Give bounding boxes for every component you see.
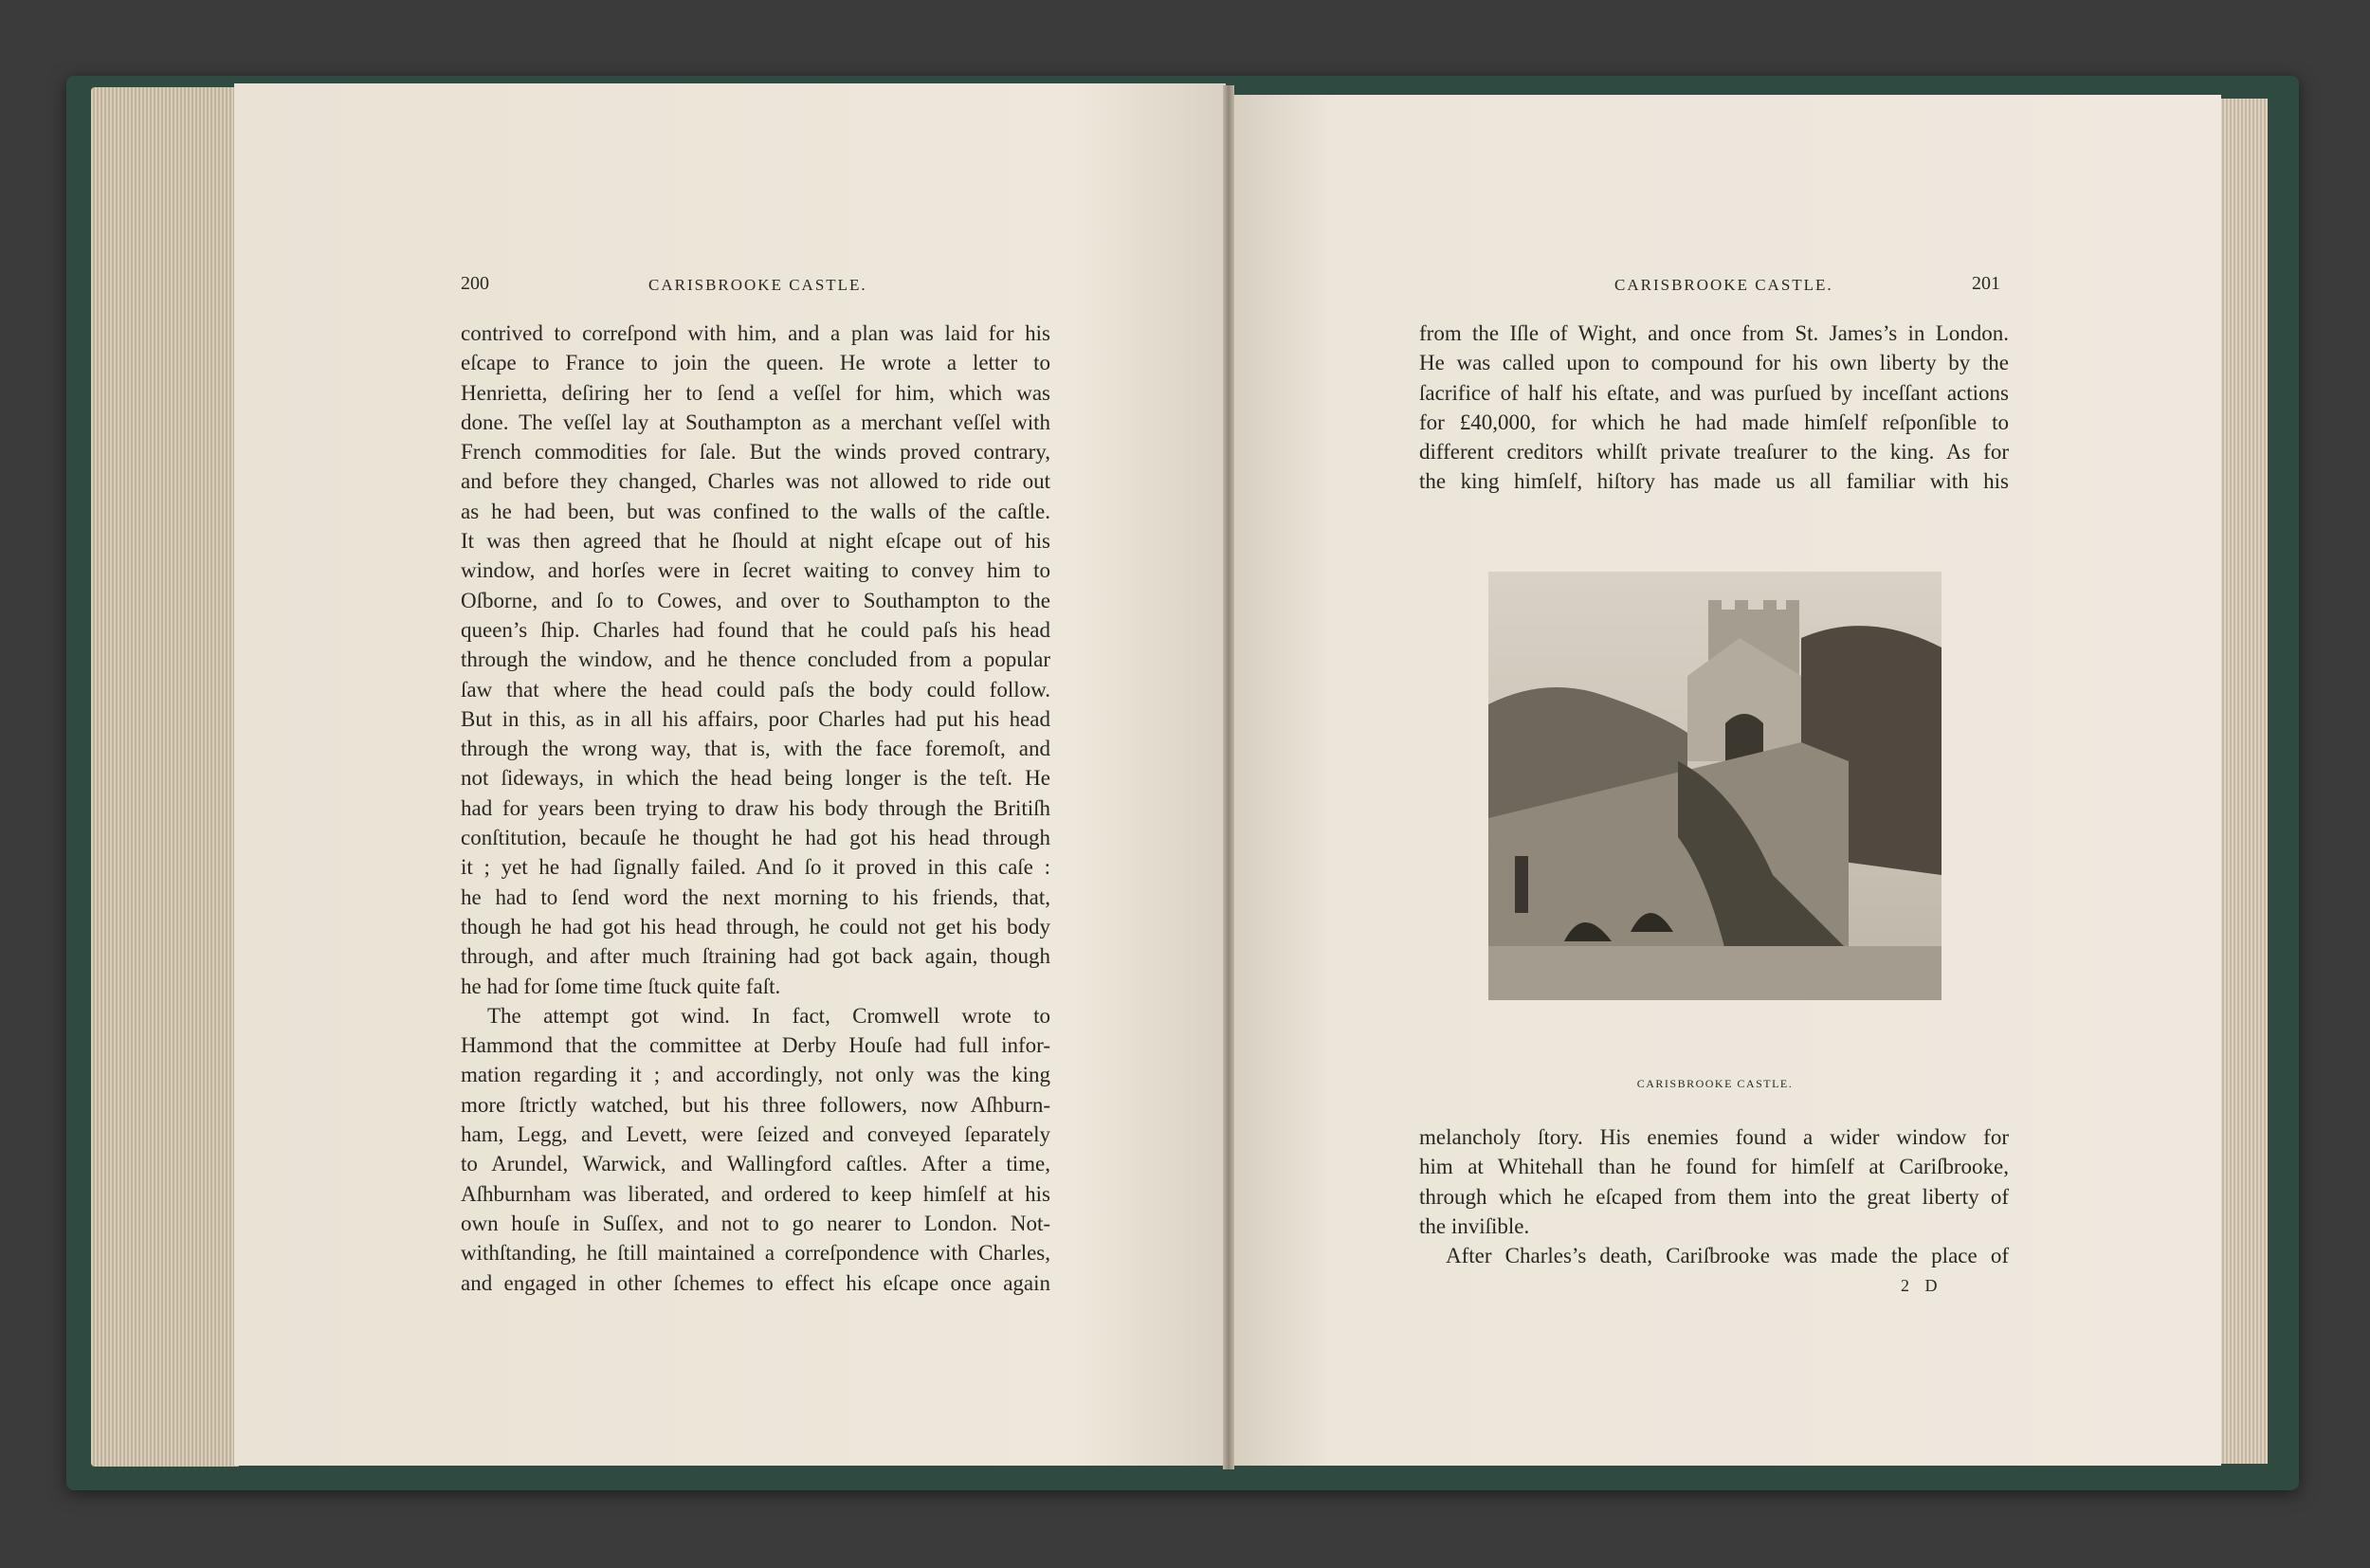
text-line: window, and horſes were in ſecret waiting to convey him to — [461, 558, 1050, 583]
page-number-left: 200 — [461, 273, 489, 294]
text-line: more ſtrictly watched, but his three followers, now Aſhburn- — [461, 1092, 1050, 1117]
castle-photograph — [1488, 572, 1942, 1000]
page-edges-right — [2216, 99, 2268, 1464]
text-line: eſcape to France to join the queen. He wrote a letter to — [461, 351, 1050, 375]
text-line: withſtanding, he ſtill maintained a correſpondence with Charles, — [461, 1241, 1050, 1266]
text-line: ſaw that where the head could paſs the body could follow. — [461, 677, 1050, 702]
page-number-right: 201 — [1972, 273, 2000, 294]
text-line: him at Whitehall than he found for himſelf at Cariſbrooke, — [1419, 1155, 2009, 1179]
text-line: Oſborne, and ſo to Cowes, and over to Southampton to the — [461, 588, 1050, 612]
text-line: and before they changed, Charles was not allowed to ride out — [461, 469, 1050, 494]
text-line: Aſhburnham was liberated, and ordered to keep himſelf at his — [461, 1181, 1050, 1206]
text-line: own houſe in Suſſex, and not to go nearer to London. Not- — [461, 1211, 1050, 1235]
text-line: had for years been trying to draw his body through the Britiſh — [461, 795, 1050, 820]
text-line: Hammond that the committee at Derby Houſe had full infor- — [461, 1033, 1050, 1058]
text-line: The attempt got wind. In fact, Cromwell wrote to — [487, 1003, 1050, 1028]
text-line: to Arundel, Warwick, and Wallingford caſtles. After a time, — [461, 1152, 1050, 1176]
text-line: done. The veſſel lay at Southampton as a merchant veſſel with — [461, 410, 1050, 434]
text-line: the inviſible. — [1419, 1213, 1530, 1238]
text-line: through, and after much ſtraining had got back again, though — [461, 944, 1050, 969]
text-line: French commodities for ſale. But the winds proved contrary, — [461, 440, 1050, 465]
text-line: through the wrong way, that is, with the face foremoſt, and — [461, 737, 1050, 761]
signature-mark: 2 D — [1901, 1276, 1943, 1295]
text-line: through which he eſcaped from them into the great liberty of — [1419, 1184, 2009, 1209]
text-line: mation regarding it ; and accordingly, not only was the king — [461, 1063, 1050, 1087]
text-line: It was then agreed that he ſhould at night eſcape out of his — [461, 529, 1050, 554]
running-head-left: CARISBROOKE CASTLE. — [648, 276, 867, 294]
plate-caption: CARISBROOKE CASTLE. — [1636, 1077, 1794, 1090]
text-line: as he had been, but was confined to the walls of the caſtle. — [461, 499, 1050, 523]
left-text-column — [461, 319, 1050, 1298]
text-line: from the Iſle of Wight, and once from St. James’s in London. — [1419, 321, 2009, 345]
text-line: He was called upon to compound for his own liberty by the — [1419, 351, 2009, 375]
page-edges-left — [91, 87, 239, 1467]
text-line: it ; yet he had ſignally failed. And ſo it proved in this caſe : — [461, 855, 1050, 880]
text-line: ſacrifice of half his eſtate, and was purſued by inceſſant actions — [1419, 380, 2009, 405]
right-text-bottom — [1419, 1122, 2009, 1270]
text-line: the king himſelf, hiſtory has made us all familiar with his — [1419, 469, 2009, 494]
text-line: though he had got his head through, he could not get his body — [461, 914, 1050, 939]
right-text-top — [1419, 319, 2009, 497]
text-line: melancholy ſtory. His enemies found a wider window for — [1419, 1125, 2009, 1149]
book-gutter — [1223, 85, 1234, 1469]
text-line: queen’s ſhip. Charles had found that he could paſs his head — [461, 617, 1050, 642]
text-line: and engaged in other ſchemes to effect his eſcape once again — [461, 1270, 1050, 1295]
text-line: he had for ſome time ſtuck quite faſt. — [461, 974, 781, 998]
running-head-right: CARISBROOKE CASTLE. — [1614, 276, 1833, 294]
text-line: through the window, and he thence concluded from a popular — [461, 647, 1050, 672]
text-line: ham, Legg, and Levett, were ſeized and conveyed ſeparately — [461, 1122, 1050, 1147]
text-line: After Charles’s death, Cariſbrooke was made the place of — [1446, 1244, 2009, 1268]
text-line: Henrietta, deſiring her to ſend a veſſel for him, which was — [461, 380, 1050, 405]
text-line: not ſideways, in which the head being longer is the teſt. He — [461, 766, 1050, 791]
text-line: But in this, as in all his affairs, poor Charles had put his head — [461, 706, 1050, 731]
text-line: he had to ſend word the next morning to his friends, that, — [461, 884, 1050, 909]
text-line: contrived to correſpond with him, and a plan was laid for his — [461, 321, 1050, 345]
text-line: different creditors whilſt private treaſurer to the king. As for — [1419, 440, 2009, 465]
text-line: for £40,000, for which he had made himſelf reſponſible to — [1419, 410, 2009, 434]
text-line: conſtitution, becauſe he thought he had got his head through — [461, 826, 1050, 850]
